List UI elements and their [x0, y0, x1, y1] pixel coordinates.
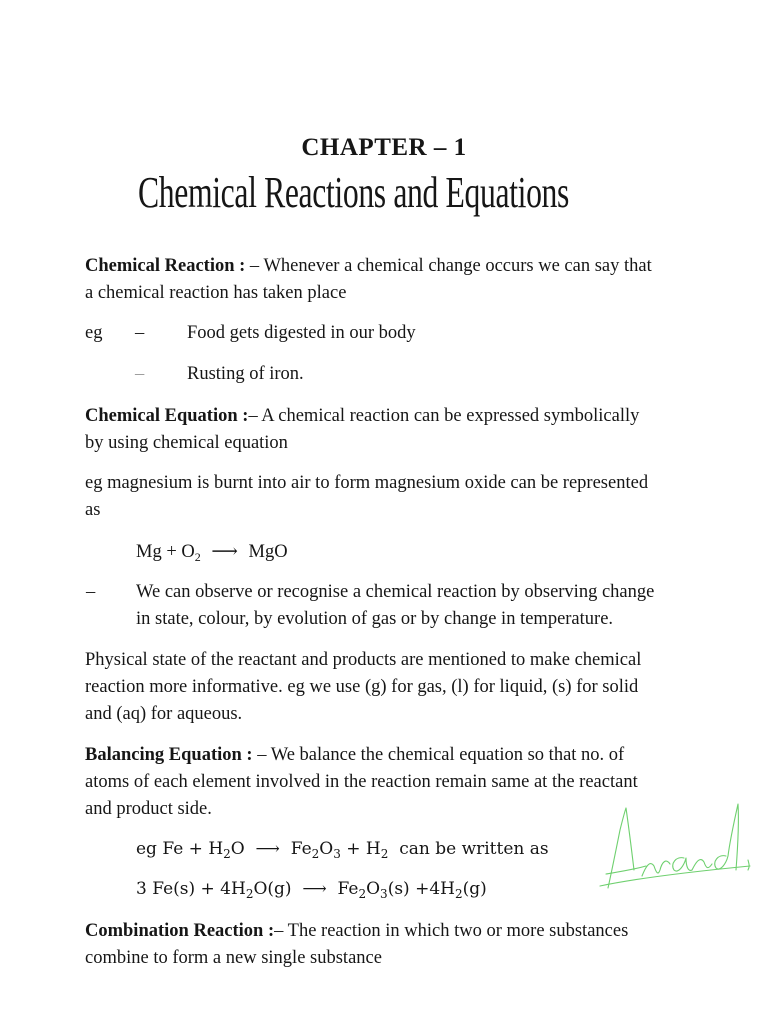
observe-paragraph: [136, 579, 726, 633]
eq3-part-a: 3 Fe(s) + 4H: [136, 879, 246, 899]
eq3-part-b: O(g) ⟶ Fe: [253, 879, 359, 899]
eq3-sub-c: 3: [380, 887, 388, 901]
eq2-part-c: O: [319, 839, 334, 859]
eq1-arrow: ⟶: [211, 542, 238, 562]
example-item-1: Food gets digested in our body: [187, 323, 416, 343]
eq3-sub-d: 2: [454, 887, 463, 901]
balancing-line3: and product side.: [85, 799, 212, 819]
balancing-line1: – We balance the chemical equation so that no. of: [257, 745, 625, 765]
physical-state-line1: Physical state of the reactant and products are mentioned to make chemical: [85, 650, 642, 670]
eq3-part-d: (s) +4H: [387, 879, 455, 899]
eq2-sub-c: 3: [333, 847, 341, 861]
magnesium-line2: as: [85, 500, 101, 520]
observe-line1: We can observe or recognise a chemical reaction by observing change: [136, 582, 655, 602]
eq2-part-b: O ⟶ Fe: [230, 839, 312, 859]
chapter-title: Chemical Reactions and Equations: [138, 168, 570, 217]
observe-line2: in state, colour, by evolution of gas or by change in temperature.: [136, 609, 614, 629]
eq1-reactants: Mg + O: [136, 542, 195, 562]
magnesium-paragraph: [85, 470, 725, 524]
equation-iron-unbalanced: [136, 836, 549, 863]
eq2-part-d: + H: [340, 839, 381, 859]
equation-iron-balanced: [136, 876, 487, 903]
balancing-term: Balancing Equation :: [85, 745, 253, 765]
handwritten-signature: [598, 800, 754, 900]
chemical-reaction-term: Chemical Reaction :: [85, 256, 246, 276]
eq2-sub-a: 2: [223, 847, 231, 861]
combination-line2: combine to form a new single substance: [85, 948, 382, 968]
chemical-reaction-line1: – Whenever a chemical change occurs we can say that: [245, 256, 652, 276]
eq2-sub-d: 2: [380, 847, 389, 861]
chemical-equation-term: Chemical Equation :: [85, 406, 249, 426]
balancing-line2: atoms of each element involved in the reaction remain same at the reactant: [85, 772, 638, 792]
chapter-heading: CHAPTER – 1: [301, 134, 467, 161]
physical-state-line2: reaction more informative. eg we use (g) for gas, (l) for liquid, (s) for solid: [85, 677, 639, 697]
chemical-equation-line2: by using chemical equation: [85, 433, 288, 453]
eq3-part-c: O: [366, 879, 381, 899]
equation-magnesium-oxide: [136, 539, 288, 566]
eq2-part-e: can be written as: [388, 839, 549, 859]
eq2-part-a: eg Fe + H: [136, 839, 224, 859]
combination-term: Combination Reaction :: [85, 921, 275, 941]
magnesium-line1: eg magnesium is burnt into air to form magnesium oxide can be represented: [85, 473, 649, 493]
physical-state-paragraph: [85, 647, 725, 728]
example-dash-1: –: [135, 323, 145, 343]
combination-line1: – The reaction in which two or more substances: [274, 921, 629, 941]
chemical-reaction-paragraph: [85, 253, 725, 307]
observe-dash: –: [86, 582, 96, 602]
chemical-equation-paragraph: [85, 403, 725, 457]
eq3-sub-b: 2: [358, 887, 367, 901]
eq1-subscript: 2: [194, 550, 201, 564]
combination-paragraph: [85, 918, 725, 972]
eq2-sub-b: 2: [311, 847, 320, 861]
eq3-sub-a: 2: [245, 887, 254, 901]
example-eg-label: eg: [85, 323, 103, 343]
example-dash-2: –: [135, 364, 145, 384]
example-item-2: Rusting of iron.: [187, 364, 304, 384]
eq1-product: MgO: [248, 542, 288, 562]
eq3-part-e: (g): [462, 879, 487, 899]
chemical-reaction-line2: a chemical reaction has taken place: [85, 283, 347, 303]
chemical-equation-line1: – A chemical reaction can be expressed symbolically: [248, 406, 640, 426]
physical-state-line3: and (aq) for aqueous.: [85, 704, 243, 724]
